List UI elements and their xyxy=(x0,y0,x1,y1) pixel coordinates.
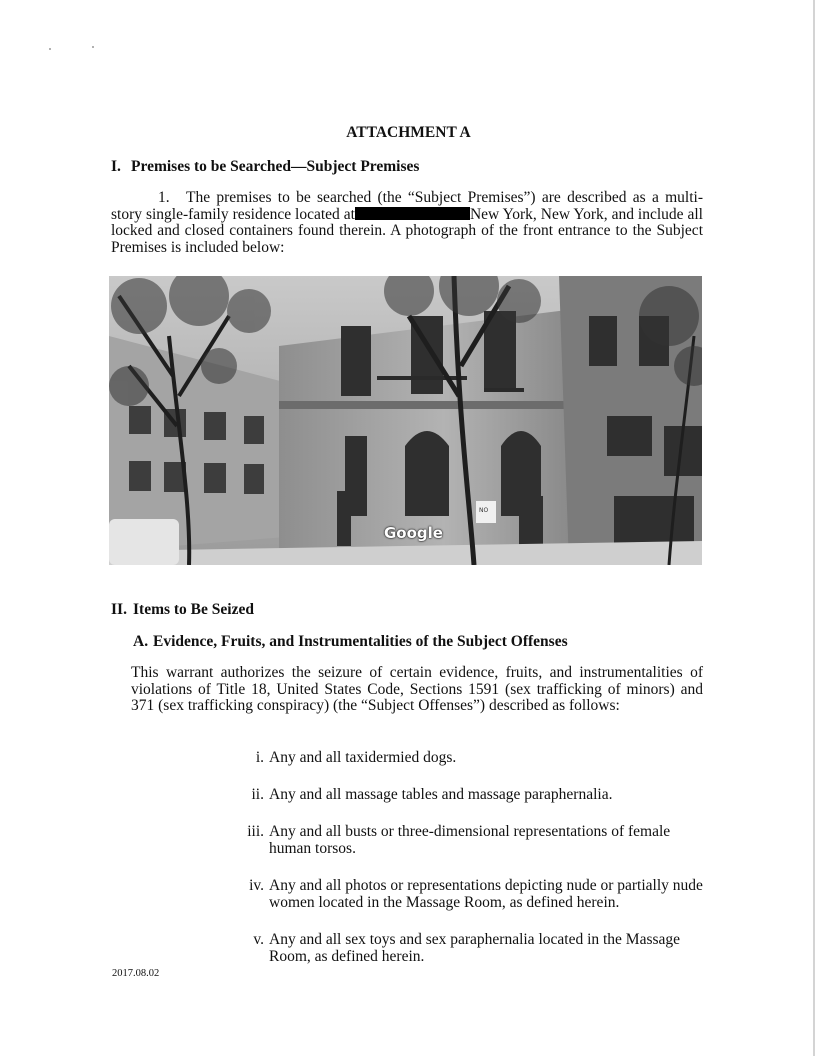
item-numeral: i. xyxy=(255,749,264,766)
item-numeral: ii. xyxy=(251,786,264,803)
list-item xyxy=(228,878,703,911)
item-text: Any and all busts or three-dimensional representations of female human torsos. xyxy=(269,823,671,857)
scan-edge xyxy=(813,0,815,1056)
section-number: I. xyxy=(111,158,121,175)
list-item xyxy=(228,787,703,804)
item-text: Any and all taxidermied dogs. xyxy=(269,749,457,766)
section-heading-premises xyxy=(111,158,419,176)
list-item xyxy=(228,750,703,767)
document-title: ATTACHMENT A xyxy=(346,124,471,141)
item-text: Any and all massage tables and massage paraphernalia. xyxy=(269,786,613,803)
section-title: Premises to be Searched—Subject Premises xyxy=(131,158,420,175)
item-numeral: v. xyxy=(253,931,264,948)
paragraph-number: 1. xyxy=(158,189,170,206)
section-title: Items to Be Seized xyxy=(133,601,254,618)
subsection-heading-evidence xyxy=(133,633,568,651)
premises-paragraph xyxy=(111,190,703,256)
premises-photo xyxy=(109,276,702,565)
subsection-title: Evidence, Fruits, and Instrumentalities of the Subject Offenses xyxy=(153,633,568,650)
list-item xyxy=(228,932,703,965)
document-footer-date: 2017.08.02 xyxy=(112,968,160,979)
building-photo-illustration xyxy=(109,276,702,565)
subsection-letter: A. xyxy=(133,633,149,650)
scan-speck xyxy=(92,46,94,48)
list-item xyxy=(228,824,703,857)
section-heading-items xyxy=(111,601,254,619)
scan-speck xyxy=(49,48,51,50)
photo-sign: NO xyxy=(479,507,489,514)
section-number: II. xyxy=(111,601,127,618)
google-watermark: Google xyxy=(384,524,443,542)
item-text: Any and all sex toys and sex paraphernalia located in the Massage Room, as defined herein. xyxy=(269,931,681,965)
warrant-intro-paragraph: This warrant authorizes the seizure of certain evidence, fruits, and instrumentalities of violations of Title 18, United States Code, Sections 1591 (sex trafficking of minors) and 371 (sex trafficking conspiracy) (the “Subject Offenses”) described as follows: xyxy=(131,664,703,714)
item-numeral: iii. xyxy=(247,823,264,840)
item-text: Any and all photos or representations depicting nude or partially nude women located in the Massage Room, as defined herein. xyxy=(269,877,703,911)
redaction-bar xyxy=(355,207,470,220)
premises-text-end: New York, New York, and include all locked and closed containers found therein. A photograph of the front entrance to the Subject Premises is included below: xyxy=(111,205,703,256)
item-numeral: iv. xyxy=(249,877,264,894)
premises-text-start: The premises to be searched (the “Subject Premises”) are described as a multi-story single-family residence located at xyxy=(111,189,703,223)
